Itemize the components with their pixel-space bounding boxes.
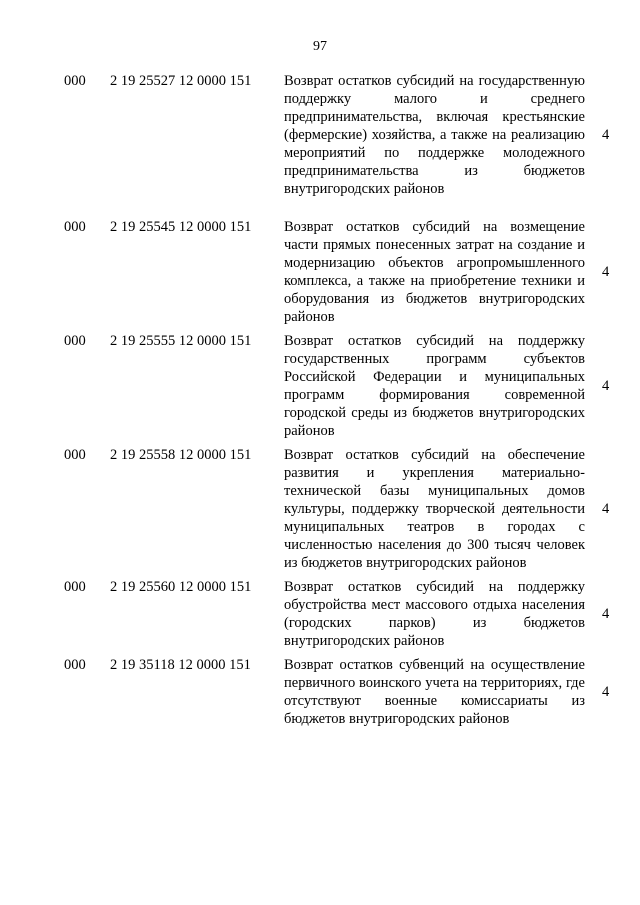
row-description: Возврат остатков субсидий на государственную поддержку малого и среднего предпринимательства, включая крестьянские (фермерские) хозяйства, а также на реализацию мероприятий по поддержке молодежного предпринимательства из бюджетов внутригородских районов	[284, 73, 585, 197]
budget-classification-code: 2 19 25555 12 0000 151	[110, 333, 252, 349]
page-number: 97	[313, 39, 327, 54]
budget-classification-code: 2 19 35118 12 0000 151	[110, 657, 251, 673]
table-row	[0, 218, 640, 326]
row-description: Возврат остатков субвенций на осуществление первичного воинского учета на территориях, где отсутствуют военные комиссариаты из бюджетов внутригородских районов	[284, 657, 585, 727]
table-row	[0, 72, 640, 198]
budget-classification-code: 2 19 25558 12 0000 151	[110, 447, 252, 463]
admin-code: 000	[64, 579, 86, 595]
column-number: 4	[602, 606, 610, 622]
table-row	[0, 332, 640, 440]
budget-code-table	[0, 72, 640, 728]
row-description: Возврат остатков субсидий на обеспечение развития и укрепления материально-технической базы муниципальных домов культуры, поддержку творческой деятельности муниципальных театров в городах с численностью населения до 300 тысяч человек из бюджетов внутригородских районов	[284, 447, 585, 571]
budget-classification-code: 2 19 25527 12 0000 151	[110, 73, 252, 89]
row-description: Возврат остатков субсидий на возмещение части прямых понесенных затрат на создание и модернизацию объектов агропромышленного комплекса, а также на приобретение техники и оборудования из бюджетов внутригородских районов	[284, 219, 585, 325]
admin-code: 000	[64, 447, 86, 463]
admin-code: 000	[64, 657, 86, 673]
budget-classification-code: 2 19 25545 12 0000 151	[110, 219, 252, 235]
row-description: Возврат остатков субсидий на поддержку государственных программ субъектов Российской Федерации и муниципальных программ формирования современной городской среды из бюджетов внутригородских районов	[284, 333, 585, 439]
admin-code: 000	[64, 73, 86, 89]
column-number: 4	[602, 264, 610, 280]
table-row	[0, 446, 640, 572]
budget-classification-code: 2 19 25560 12 0000 151	[110, 579, 252, 595]
admin-code: 000	[64, 219, 86, 235]
table-row	[0, 656, 640, 728]
admin-code: 000	[64, 333, 86, 349]
column-number: 4	[602, 378, 610, 394]
table-row	[0, 578, 640, 650]
column-number: 4	[602, 127, 610, 143]
row-description: Возврат остатков субсидий на поддержку обустройства мест массового отдыха населения (городских парков) из бюджетов внутригородских районов	[284, 579, 585, 649]
column-number: 4	[602, 684, 610, 700]
column-number: 4	[602, 501, 610, 517]
